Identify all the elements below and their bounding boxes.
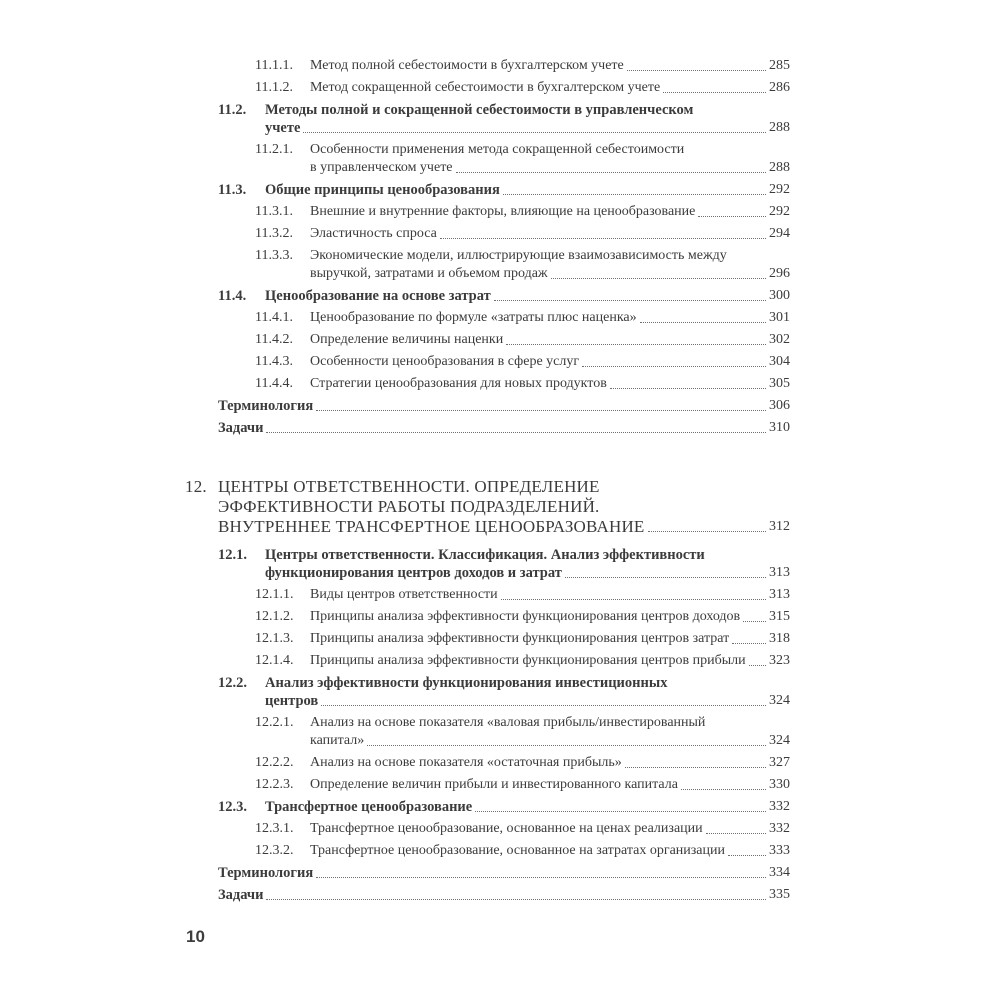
entry-page-number: 315 <box>769 609 790 624</box>
entry-title-line: Принципы анализа эффективности функционирования центров доходов <box>310 609 741 624</box>
toc-entry <box>185 798 790 816</box>
entry-page-number: 302 <box>769 332 790 347</box>
entry-tail <box>218 397 790 415</box>
entry-tail <box>310 79 790 97</box>
dot-leader <box>627 70 766 71</box>
footer-page-number: 10 <box>186 927 205 946</box>
entry-number: 11.3. <box>218 182 247 198</box>
entry-number: 12.3.1. <box>255 821 294 836</box>
entry-page-number: 292 <box>769 204 790 219</box>
entry-page-number: 313 <box>769 587 790 602</box>
dot-leader <box>503 194 766 195</box>
toc-entry <box>185 397 790 415</box>
entry-tail <box>310 353 790 371</box>
entry-number: 11.3.2. <box>255 226 293 241</box>
dot-leader <box>565 577 766 578</box>
toc-entry <box>185 419 790 437</box>
toc-entry <box>185 608 790 626</box>
entry-number: 11.3.1. <box>255 204 293 219</box>
entry-title <box>310 203 790 221</box>
entry-number: 12.1. <box>218 547 247 563</box>
entry-title-line: ВНУТРЕННЕЕ ТРАНСФЕРТНОЕ ЦЕНООБРАЗОВАНИЕ <box>218 517 645 536</box>
toc-entry <box>185 886 790 904</box>
entry-title <box>218 397 790 415</box>
entry-title-line: Метод полной себестоимости в бухгалтерском учете <box>310 58 624 73</box>
toc-entry <box>185 714 790 750</box>
entry-tail <box>265 692 790 710</box>
entry-page-number: 313 <box>769 565 790 580</box>
toc-entry <box>185 586 790 604</box>
entry-tail <box>310 331 790 349</box>
entry-tail <box>265 181 790 199</box>
entry-page-number: 288 <box>769 120 790 135</box>
entry-page-number: 318 <box>769 631 790 646</box>
toc-entry <box>185 674 790 710</box>
dot-leader <box>749 665 766 666</box>
entry-title-line: Центры ответственности. Классификация. Анализ эффективности <box>265 547 705 563</box>
entry-page-number: 334 <box>769 865 790 880</box>
entry-number: 11.4.3. <box>255 354 293 369</box>
entry-title-line: Трансфертное ценообразование, основанное на ценах реализации <box>310 821 703 836</box>
entry-title-line: Трансфертное ценообразование <box>265 799 473 815</box>
entry-number: 11.1.2. <box>255 80 293 95</box>
entry-title <box>310 652 790 670</box>
entry-title-line: Анализ на основе показателя «валовая прибыль/инвестированный <box>310 715 706 730</box>
entry-tail <box>310 586 790 604</box>
entry-title <box>218 419 790 437</box>
toc-entry <box>185 101 790 137</box>
toc-entry <box>185 842 790 860</box>
entry-tail <box>218 886 790 904</box>
dot-leader <box>681 789 766 790</box>
dot-leader <box>728 855 766 856</box>
toc-entry <box>185 546 790 582</box>
toc-entry <box>185 287 790 305</box>
toc-entry <box>185 57 790 75</box>
entry-title <box>265 287 790 305</box>
entry-title-line: центров <box>265 693 319 709</box>
dot-leader <box>316 410 766 411</box>
entry-number: 11.1.1. <box>255 58 293 73</box>
entry-page-number: 292 <box>769 182 790 197</box>
entry-tail <box>310 652 790 670</box>
entry-page-number: 305 <box>769 376 790 391</box>
entry-number: 12.1.2. <box>255 609 294 624</box>
entry-tail <box>310 309 790 327</box>
entry-tail <box>310 754 790 772</box>
entry-page-number: 304 <box>769 354 790 369</box>
entry-tail <box>310 630 790 648</box>
entry-title-line: Анализ эффективности функционирования инвестиционных <box>265 675 668 691</box>
dot-leader <box>321 705 766 706</box>
entry-title-line: Принципы анализа эффективности функционирования центров затрат <box>310 631 730 646</box>
entry-page-number: 296 <box>769 266 790 281</box>
entry-title <box>310 754 790 772</box>
entry-number: 12.2.2. <box>255 755 294 770</box>
toc-entry <box>185 652 790 670</box>
entry-tail <box>310 608 790 626</box>
entry-tail <box>310 203 790 221</box>
entry-tail <box>310 159 790 177</box>
dot-leader <box>582 366 766 367</box>
entry-title-line: Ценообразование по формуле «затраты плюс наценка» <box>310 310 637 325</box>
entry-title-line: выручкой, затратами и объемом продаж <box>310 266 548 281</box>
dot-leader <box>625 767 766 768</box>
dot-leader <box>610 388 766 389</box>
toc-list <box>185 57 790 908</box>
entry-tail <box>310 820 790 838</box>
entry-number: 11.4.4. <box>255 376 293 391</box>
entry-title <box>310 608 790 626</box>
entry-number: 12.1.1. <box>255 587 294 602</box>
entry-title <box>310 586 790 604</box>
entry-title-line: Принципы анализа эффективности функционирования центров прибыли <box>310 653 746 668</box>
entry-title-line: ЦЕНТРЫ ОТВЕТСТВЕННОСТИ. ОПРЕДЕЛЕНИЕ <box>218 477 600 496</box>
entry-page-number: 332 <box>769 799 790 814</box>
entry-title <box>310 353 790 371</box>
entry-title-line: в управленческом учете <box>310 160 453 175</box>
dot-leader <box>706 833 766 834</box>
dot-leader <box>440 238 766 239</box>
entry-title-line: Общие принципы ценообразования <box>265 182 500 198</box>
entry-title <box>218 864 790 882</box>
entry-title <box>265 101 790 137</box>
entry-number: 11.4.1. <box>255 310 293 325</box>
dot-leader <box>303 132 766 133</box>
entry-page-number: 306 <box>769 398 790 413</box>
dot-leader <box>501 599 766 600</box>
dot-leader <box>367 745 766 746</box>
entry-title <box>310 820 790 838</box>
entry-title-line: функционирования центров доходов и затрат <box>265 565 562 581</box>
entry-title <box>265 181 790 199</box>
entry-page-number: 310 <box>769 420 790 435</box>
entry-title-line: Ценообразование на основе затрат <box>265 288 491 304</box>
dot-leader <box>266 899 766 900</box>
entry-title-line: Виды центров ответственности <box>310 587 498 602</box>
entry-page-number: 335 <box>769 887 790 902</box>
entry-tail <box>310 57 790 75</box>
entry-title <box>310 375 790 393</box>
toc-entry <box>185 754 790 772</box>
entry-title <box>310 776 790 794</box>
toc-entry <box>185 864 790 882</box>
toc-entry <box>185 79 790 97</box>
dot-leader <box>640 322 766 323</box>
entry-page-number: 288 <box>769 160 790 175</box>
entry-title <box>310 57 790 75</box>
entry-number: 12.3. <box>218 799 247 815</box>
entry-title <box>310 714 790 750</box>
entry-number: 12.2.3. <box>255 777 294 792</box>
toc-entry <box>185 776 790 794</box>
entry-page-number: 332 <box>769 821 790 836</box>
entry-number: 12. <box>185 477 207 496</box>
entry-title <box>310 225 790 243</box>
entry-title-line: Внешние и внутренние факторы, влияющие на ценообразование <box>310 204 696 219</box>
dot-leader <box>475 811 766 812</box>
entry-tail <box>310 225 790 243</box>
entry-title-line: Терминология <box>218 865 314 881</box>
dot-leader <box>266 432 766 433</box>
toc-entry <box>185 247 790 283</box>
entry-title <box>265 546 790 582</box>
entry-title-line: Анализ на основе показателя «остаточная прибыль» <box>310 755 622 770</box>
entry-tail <box>265 798 790 816</box>
toc-entry <box>185 820 790 838</box>
entry-title <box>310 842 790 860</box>
entry-page-number: 286 <box>769 80 790 95</box>
toc-entry <box>185 225 790 243</box>
entry-title-line: Стратегии ценообразования для новых продуктов <box>310 376 607 391</box>
entry-page-number: 330 <box>769 777 790 792</box>
entry-number: 11.4.2. <box>255 332 293 347</box>
entry-number: 12.2.1. <box>255 715 294 730</box>
entry-tail <box>218 419 790 437</box>
entry-tail <box>310 732 790 750</box>
entry-page-number: 312 <box>769 519 790 534</box>
entry-page-number: 324 <box>769 733 790 748</box>
entry-title-line: Терминология <box>218 398 314 414</box>
toc-entry <box>185 309 790 327</box>
entry-number: 12.2. <box>218 675 247 691</box>
entry-page-number: 327 <box>769 755 790 770</box>
entry-title <box>310 331 790 349</box>
entry-title-line: Эластичность спроса <box>310 226 437 241</box>
entry-title <box>310 247 790 283</box>
entry-tail <box>265 564 790 582</box>
entry-tail <box>310 265 790 283</box>
entry-tail <box>218 864 790 882</box>
dot-leader <box>506 344 766 345</box>
toc-entry <box>185 331 790 349</box>
toc-entry <box>185 630 790 648</box>
dot-leader <box>663 92 766 93</box>
entry-title <box>218 477 790 537</box>
entry-title-line: Методы полной и сокращенной себестоимости в управленческом <box>265 102 694 118</box>
entry-title-line: Задачи <box>218 887 264 903</box>
entry-title <box>265 674 790 710</box>
entry-title-line: Определение величины наценки <box>310 332 504 347</box>
entry-title <box>310 79 790 97</box>
entry-number: 12.1.3. <box>255 631 294 646</box>
entry-page-number: 294 <box>769 226 790 241</box>
entry-number: 11.4. <box>218 288 247 304</box>
entry-number: 11.2.1. <box>255 142 293 157</box>
entry-title-line: Трансфертное ценообразование, основанное на затратах организации <box>310 843 725 858</box>
dot-leader <box>456 172 766 173</box>
entry-title <box>310 141 790 177</box>
entry-title-line: ЭФФЕКТИВНОСТИ РАБОТЫ ПОДРАЗДЕЛЕНИЙ. <box>218 497 600 516</box>
dot-leader <box>316 877 766 878</box>
entry-title-line: капитал» <box>310 733 365 748</box>
entry-page-number: 300 <box>769 288 790 303</box>
entry-number: 11.2. <box>218 102 247 118</box>
entry-number: 12.3.2. <box>255 843 294 858</box>
entry-tail <box>310 375 790 393</box>
entry-page-number: 323 <box>769 653 790 668</box>
entry-title-line: Определение величин прибыли и инвестированного капитала <box>310 777 678 792</box>
dot-leader <box>494 300 766 301</box>
entry-title <box>218 886 790 904</box>
entry-title-line: Особенности применения метода сокращенной себестоимости <box>310 142 685 157</box>
entry-page-number: 301 <box>769 310 790 325</box>
dot-leader <box>648 531 766 532</box>
entry-title-line: учете <box>265 120 301 136</box>
entry-title-line: Экономические модели, иллюстрирующие взаимозависимость между <box>310 248 727 263</box>
entry-title-line: Метод сокращенной себестоимости в бухгалтерском учете <box>310 80 661 95</box>
entry-title-line: Задачи <box>218 420 264 436</box>
entry-title <box>265 798 790 816</box>
dot-leader <box>743 621 766 622</box>
entry-title <box>310 309 790 327</box>
entry-tail <box>265 119 790 137</box>
entry-number: 11.3.3. <box>255 248 293 263</box>
dot-leader <box>698 216 766 217</box>
toc-entry <box>185 477 790 537</box>
dot-leader <box>551 278 766 279</box>
dot-leader <box>732 643 766 644</box>
entry-tail <box>265 287 790 305</box>
toc-entry <box>185 141 790 177</box>
toc-entry <box>185 203 790 221</box>
entry-page-number: 285 <box>769 58 790 73</box>
entry-page-number: 324 <box>769 693 790 708</box>
entry-tail <box>310 776 790 794</box>
entry-tail <box>310 842 790 860</box>
entry-title-line: Особенности ценообразования в сфере услуг <box>310 354 580 369</box>
entry-number: 12.1.4. <box>255 653 294 668</box>
toc-entry <box>185 181 790 199</box>
entry-title <box>310 630 790 648</box>
toc-entry <box>185 375 790 393</box>
toc-entry <box>185 353 790 371</box>
entry-page-number: 333 <box>769 843 790 858</box>
entry-tail <box>218 517 790 537</box>
